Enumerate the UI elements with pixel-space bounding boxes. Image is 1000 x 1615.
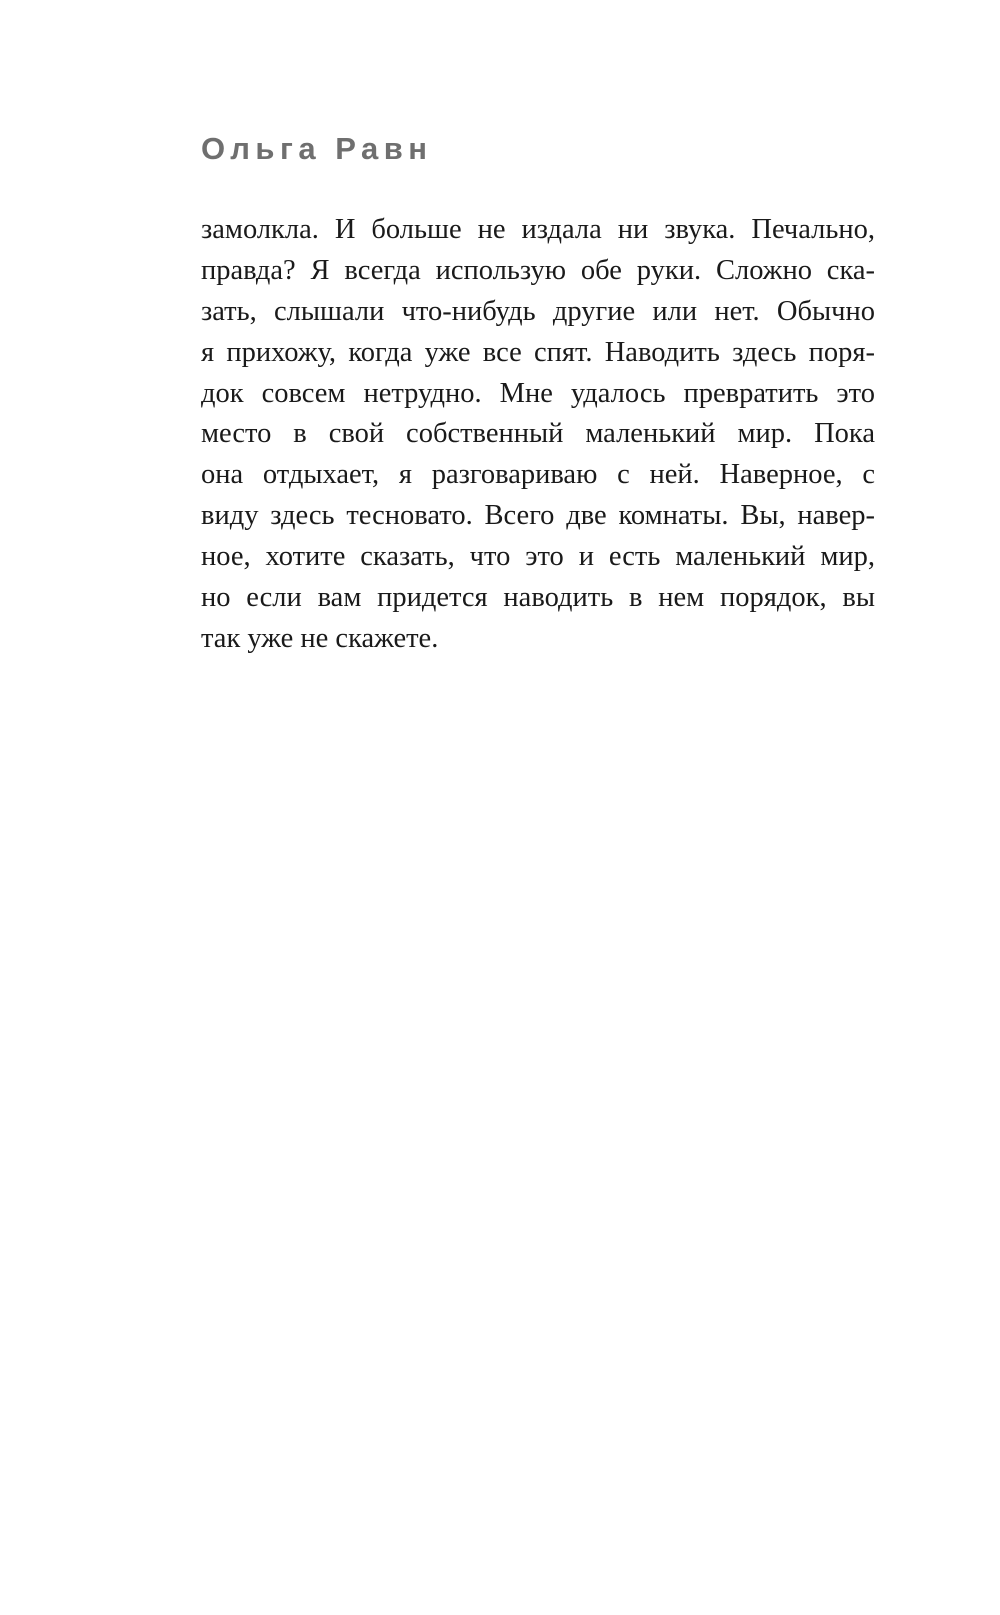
text-line: она отдыхает, я разговариваю с ней. Наверное, с [201, 459, 875, 491]
text-line: я прихожу, когда уже все спят. Наводить здесь поря- [201, 336, 875, 368]
text-line: виду здесь тесновато. Всего две комнаты. Вы, навер- [201, 500, 875, 532]
text-line: место в свой собственный маленький мир. Пока [201, 418, 875, 450]
body-text [201, 210, 875, 660]
text-line: док совсем нетрудно. Мне удалось превратить это [201, 377, 875, 409]
text-line: ное, хотите сказать, что это и есть маленький мир, [201, 541, 875, 573]
running-head-author: Ольга Равн [201, 131, 433, 166]
text-line-last: так уже не скажете. [201, 622, 439, 654]
text-line: правда? Я всегда использую обе руки. Сложно ска- [201, 254, 875, 286]
text-line: замолкла. И больше не издала ни звука. Печально, [201, 214, 875, 245]
text-line: зать, слышали что-нибудь другие или нет. Обычно [201, 295, 875, 327]
text-line: но если вам придется наводить в нем порядок, вы [201, 582, 875, 614]
